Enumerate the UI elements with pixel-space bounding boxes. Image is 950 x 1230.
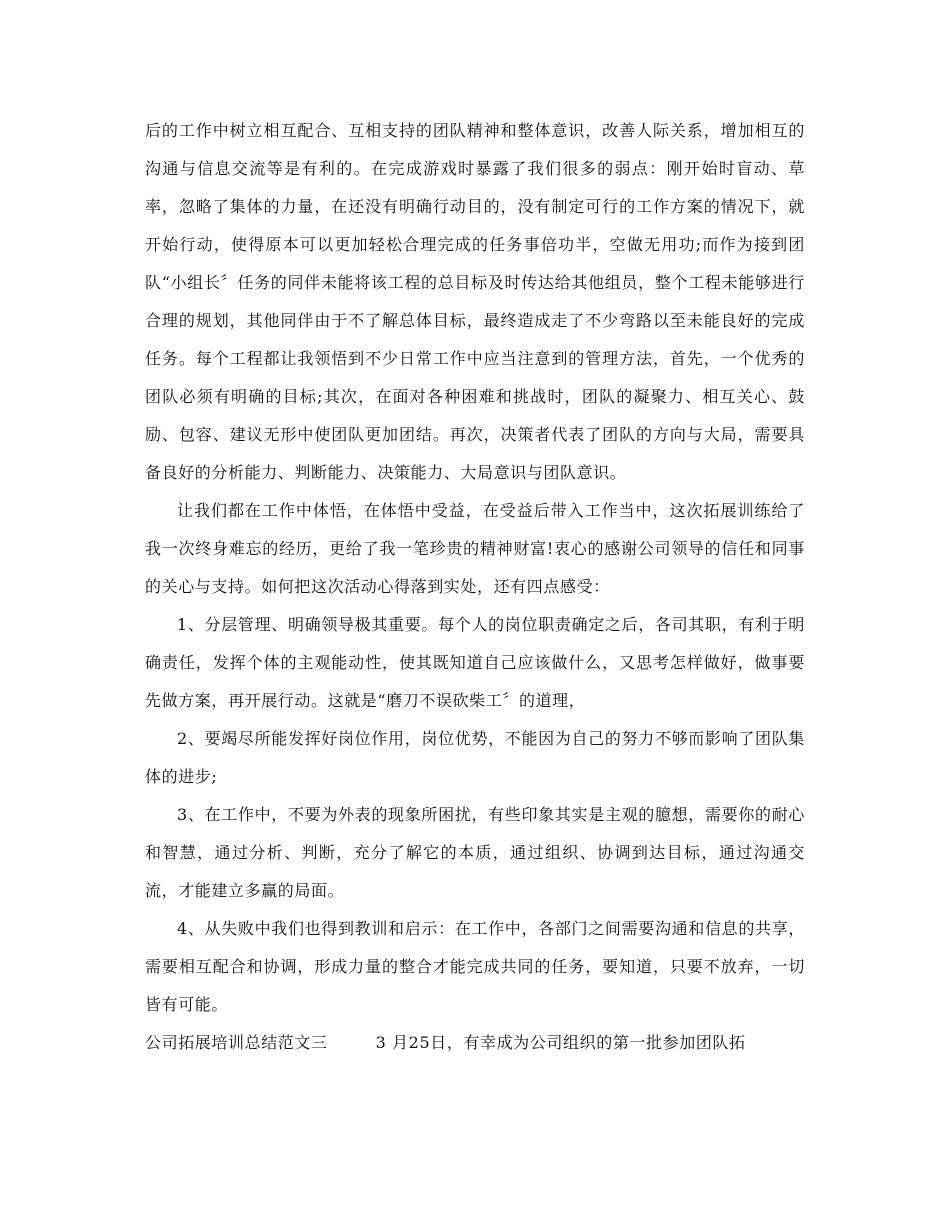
section-title: 公司拓展培训总结范文三 [145,1033,328,1052]
section-heading-line [145,1024,805,1062]
section-start-text: 3 月25日，有幸成为公司组织的第一批参加团队拓 [375,1033,746,1052]
paragraph-gratitude: 让我们都在工作中体悟，在体悟中受益，在受益后带入工作当中，这次拓展训练给了我一次终身难忘的经历，更给了我一笔珍贵的精神财富!衷心的感谢公司领导的信任和同事的关心与支持。如何把这次活动心得落到实处，还有四点感受： [145,501,805,596]
paragraph-point-2: 2、要竭尽所能发挥好岗位作用，岗位优势，不能因为自己的努力不够而影响了团队集体的进步; [145,729,805,786]
paragraph-point-4: 4、从失败中我们也得到教训和启示：在工作中，各部门之间需要沟通和信息的共享，需要相互配合和协调，形成力量的整合才能完成共同的任务，要知道，只要不放弃，一切皆有可能。 [145,919,805,1014]
document-body [145,112,805,1062]
paragraph-point-3: 3、在工作中，不要为外表的现象所困扰，有些印象其实是主观的臆想，需要你的耐心和智慧，通过分析、判断，充分了解它的本质，通过组织、协调到达目标，通过沟通交流，才能建立多赢的局面。 [145,805,805,900]
paragraph-teamwork-reflection: 后的工作中树立相互配合、互相支持的团队精神和整体意识，改善人际关系，增加相互的沟通与信息交流等是有利的。在完成游戏时暴露了我们很多的弱点：刚开始时盲动、草率，忽略了集体的力量，在还没有明确行动目的，没有制定可行的工作方案的情况下，就开始行动，使得原本可以更加轻松合理完成的任务事倍功半，空做无用功;而作为接到团队“小组长〞任务的同伴未能将该工程的总目标及时传达给其他组员，整个工程未能够进行合理的规划，其他同伴由于不了解总体目标，最终造成走了不少弯路以至未能良好的完成任务。每个工程都让我领悟到不少日常工作中应当注意到的管理方法，首先，一个优秀的团队必须有明确的目标;其次，在面对各种困难和挑战时，团队的凝聚力、相互关心、鼓励、包容、建议无形中使团队更加团结。再次，决策者代表了团队的方向与大局，需要具备良好的分析能力、判断能力、决策能力、大局意识与团队意识。 [145,121,805,482]
paragraph-point-1: 1、分层管理、明确领导极其重要。每个人的岗位职责确定之后，各司其职，有利于明确责任，发挥个体的主观能动性，使其既知道自己应该做什么，又思考怎样做好，做事要先做方案，再开展行动。这就是“磨刀不误砍柴工〞的道理， [145,615,805,710]
